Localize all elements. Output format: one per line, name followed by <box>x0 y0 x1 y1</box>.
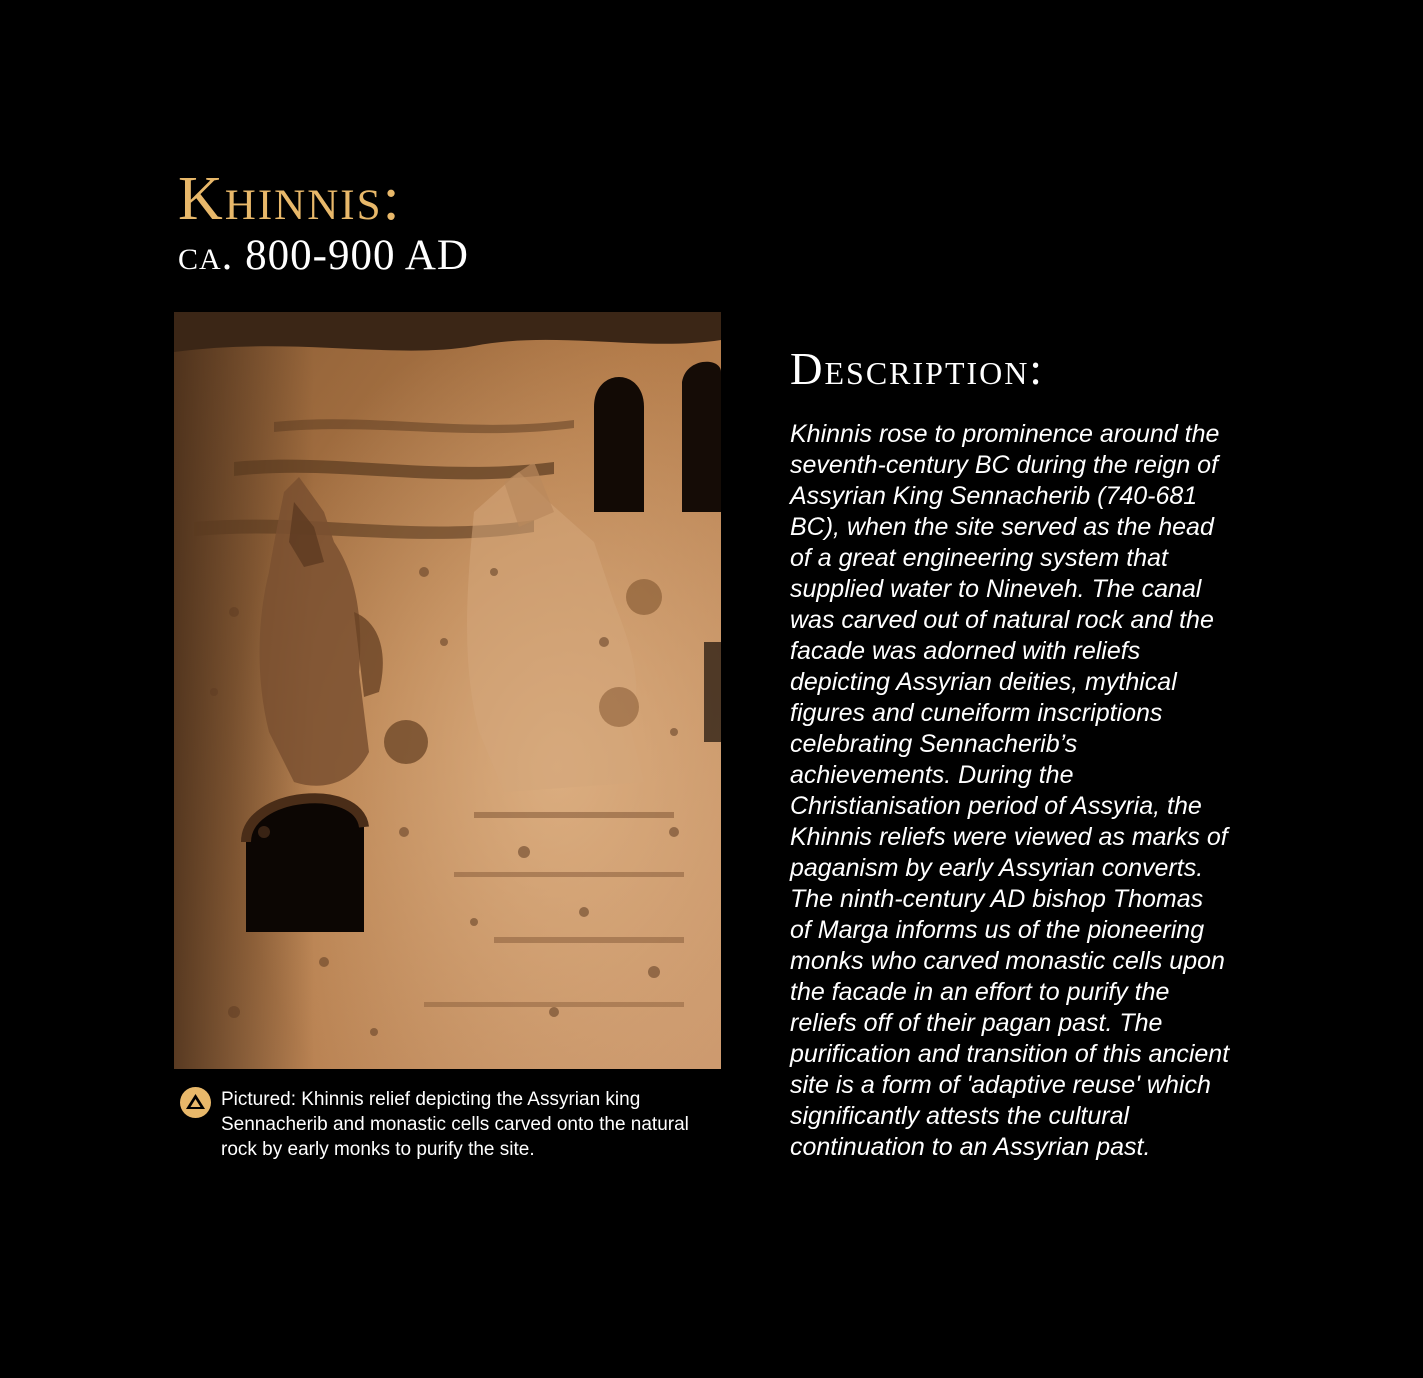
description-heading: Description: <box>790 344 1044 394</box>
description-body: Khinnis rose to prominence around the seventh-century BC during the reign of Assyrian King Sennacherib (740-681 BC), when the site served as the head of a great engineering system that supplied water to Nineveh. The canal was carved out of natural rock and the facade was adorned with reliefs depicting Assyrian deities, mythical figures and cuneiform inscriptions celebrating Sennacherib’s achievements. During the Christianisation period of Assyria, the Khinnis reliefs were viewed as marks of paganism by early Assyrian converts. The ninth-century AD bishop Thomas of Marga informs us of the pioneering monks who carved monastic cells upon the facade in an effort to purify the reliefs off of their pagan past. The purification and transition of this ancient site is a form of 'adaptive reuse' which significantly attests the cultural continuation to an Assyrian past. <box>790 420 1230 1161</box>
up-triangle-circle-icon <box>180 1087 211 1118</box>
khinnis-relief-photo <box>174 312 721 1069</box>
photo-caption <box>180 1085 700 1165</box>
page-subtitle-date: ca. 800-900 AD <box>178 232 469 279</box>
page-title: Khinnis: <box>178 165 402 233</box>
caption-text: Pictured: Khinnis relief depicting the Assyrian king Sennacherib and monastic cells carved onto the natural rock by early monks to purify the site. <box>221 1089 689 1160</box>
